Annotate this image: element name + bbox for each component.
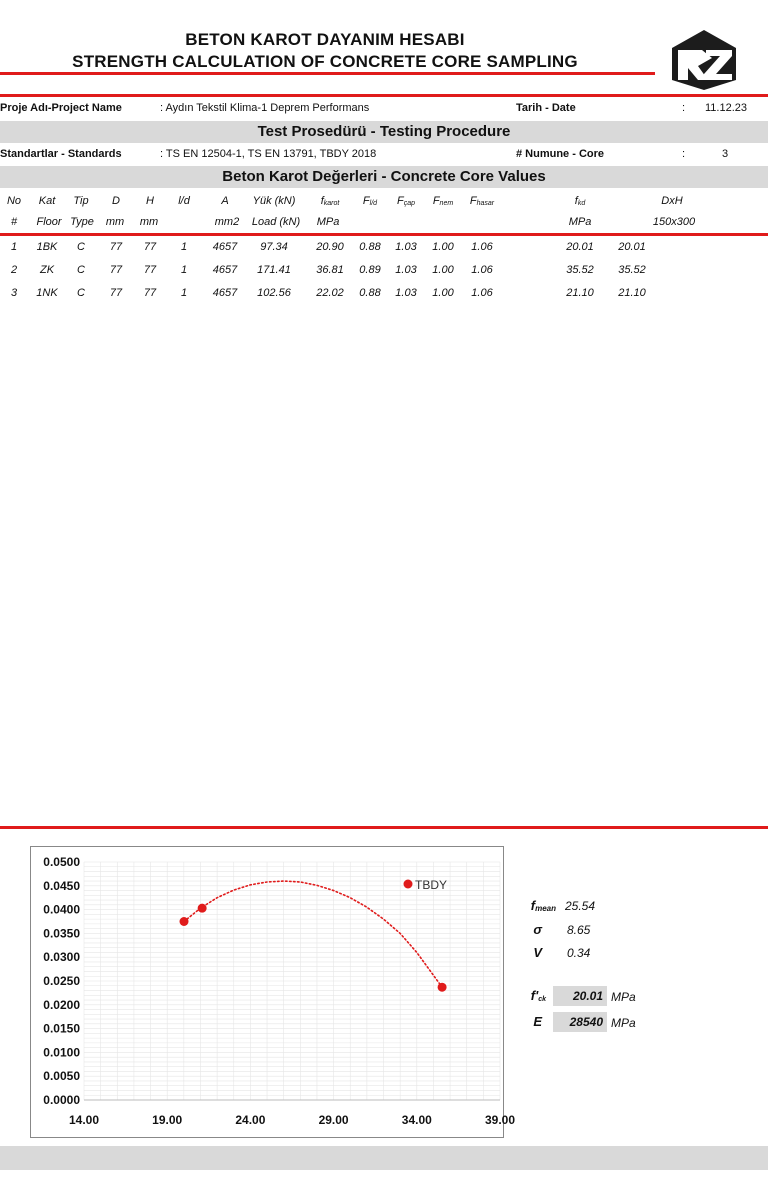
cell-a: 4657 xyxy=(212,287,238,299)
data-point xyxy=(438,983,447,992)
cell-fnem: 1.00 xyxy=(432,241,454,253)
col-fkd-unit: MPa xyxy=(568,216,592,228)
title-english: STRENGTH CALCULATION OF CONCRETE CORE SAMPLING xyxy=(72,52,578,71)
cell-d: 77 xyxy=(109,241,123,253)
header-divider xyxy=(0,94,768,97)
cell-yuk: 97.34 xyxy=(260,241,288,253)
sigma-value: 8.65 xyxy=(567,923,591,937)
date-value: 11.12.23 xyxy=(705,102,748,114)
cell-tip: C xyxy=(77,241,85,253)
e-unit: MPa xyxy=(611,1016,636,1030)
cell-yuk: 102.56 xyxy=(257,287,291,299)
cell-fkd-final: 35.52 xyxy=(618,264,646,276)
cell-fkd: 35.52 xyxy=(566,264,594,276)
date-label: Tarih - Date xyxy=(516,102,576,114)
col-fkarot: fkarot xyxy=(320,195,340,207)
col-fkd: fkd xyxy=(574,195,586,207)
legend-label: TBDY xyxy=(415,878,448,892)
fmean-label: fmean xyxy=(530,898,556,913)
cell-fhasar: 1.06 xyxy=(471,264,493,276)
y-tick-label: 0.0350 xyxy=(43,926,80,941)
cell-d: 77 xyxy=(109,287,123,299)
fmean-value: 25.54 xyxy=(565,899,596,913)
cell-no: 3 xyxy=(10,287,18,299)
cell-h: 77 xyxy=(143,264,157,276)
date-separator: : xyxy=(682,102,686,114)
cell-fkarot: 20.90 xyxy=(316,241,344,253)
table-header-divider xyxy=(0,233,768,236)
cell-ld: 1 xyxy=(180,241,188,253)
fck-unit: MPa xyxy=(611,990,636,1004)
x-tick-label: 19.00 xyxy=(152,1113,183,1127)
e-label: E xyxy=(533,1014,542,1029)
col-a-unit: mm2 xyxy=(214,216,240,228)
cell-ld: 1 xyxy=(180,287,188,299)
cell-fhasar: 1.06 xyxy=(471,287,493,299)
standards-label: Standartlar - Standards xyxy=(0,148,122,160)
cell-fnem: 1.00 xyxy=(432,264,454,276)
col-h: H xyxy=(146,195,154,207)
y-tick-label: 0.0300 xyxy=(43,950,80,965)
col-no: No xyxy=(6,195,22,207)
cell-fkarot: 22.02 xyxy=(316,287,344,299)
col-fcap: Fçap xyxy=(396,195,416,207)
cell-yuk: 171.41 xyxy=(257,264,291,276)
col-fkarot-unit: MPa xyxy=(316,216,340,228)
fck-value: 20.01 xyxy=(553,986,607,1006)
col-a: A xyxy=(221,195,229,207)
y-tick-label: 0.0200 xyxy=(43,997,80,1012)
core-count-label: # Numune - Core xyxy=(516,148,605,160)
cell-fcap: 1.03 xyxy=(395,264,417,276)
y-tick-label: 0.0250 xyxy=(43,974,80,988)
procedure-title: Test Prosedürü - Testing Procedure xyxy=(257,123,511,140)
v-value: 0.34 xyxy=(567,946,591,960)
col-ld: l/d xyxy=(178,195,190,207)
cell-tip: C xyxy=(77,287,85,299)
title-turkish: BETON KAROT DAYANIM HESABI xyxy=(185,30,465,49)
cell-fcap: 1.03 xyxy=(395,287,417,299)
scatter-chart xyxy=(30,846,516,1138)
col-no-unit: # xyxy=(10,216,18,228)
e-value: 28540 xyxy=(553,1012,607,1032)
chart-divider xyxy=(0,826,768,829)
x-tick-label: 34.00 xyxy=(401,1113,432,1127)
col-kat: Kat xyxy=(38,195,56,207)
cell-h: 77 xyxy=(143,241,157,253)
col-fhasar: Fhasar xyxy=(469,195,495,207)
v-label: V xyxy=(533,945,542,960)
cell-no: 2 xyxy=(10,264,18,276)
cell-fkd-final: 21.10 xyxy=(618,287,646,299)
cell-fcap: 1.03 xyxy=(395,241,417,253)
title-underline xyxy=(0,72,655,75)
cell-kat: 1BK xyxy=(36,241,58,253)
cell-fnem: 1.00 xyxy=(432,287,454,299)
col-dxh-unit: 150x300 xyxy=(652,216,696,228)
cell-d: 77 xyxy=(109,264,123,276)
y-tick-label: 0.0050 xyxy=(43,1069,80,1084)
core-count-separator: : xyxy=(682,148,686,160)
svg-text:RZ: RZ xyxy=(704,87,707,89)
cell-fld: 0.88 xyxy=(359,241,381,253)
cell-ld: 1 xyxy=(180,264,188,276)
cell-fkd: 21.10 xyxy=(566,287,594,299)
fck-label: f'ck xyxy=(530,988,546,1003)
cell-h: 77 xyxy=(143,287,157,299)
company-logo-icon xyxy=(668,28,740,92)
y-tick-label: 0.0000 xyxy=(43,1093,80,1107)
standards-value: : TS EN 12504-1, TS EN 13791, TBDY 2018 xyxy=(160,148,377,160)
data-point xyxy=(198,904,207,913)
col-d-unit: mm xyxy=(105,216,125,228)
sigma-label: σ xyxy=(533,922,542,937)
col-h-unit: mm xyxy=(139,216,159,228)
col-fld: Fl/d xyxy=(362,195,378,207)
x-tick-label: 29.00 xyxy=(318,1113,349,1127)
cell-fkarot: 36.81 xyxy=(316,264,344,276)
cell-fkd: 20.01 xyxy=(566,241,594,253)
col-fnem: Fnem xyxy=(432,195,454,207)
y-tick-label: 0.0100 xyxy=(43,1045,80,1060)
y-tick-label: 0.0450 xyxy=(43,878,80,893)
cell-no: 1 xyxy=(10,241,18,253)
footer-band xyxy=(0,1146,768,1170)
col-yuk-unit: Load (kN) xyxy=(251,216,301,228)
y-tick-label: 0.0500 xyxy=(43,855,80,869)
cell-fld: 0.89 xyxy=(359,264,381,276)
cell-fhasar: 1.06 xyxy=(471,241,493,253)
cell-fkd-final: 20.01 xyxy=(618,241,646,253)
cell-a: 4657 xyxy=(212,241,238,253)
x-tick-label: 24.00 xyxy=(235,1113,266,1127)
data-point xyxy=(180,917,189,926)
col-tip-unit: Type xyxy=(70,216,94,228)
col-d: D xyxy=(112,195,120,207)
x-tick-label: 14.00 xyxy=(68,1113,100,1127)
cell-a: 4657 xyxy=(212,264,238,276)
col-dxh: DxH xyxy=(661,195,683,207)
x-tick-label: 39.00 xyxy=(484,1113,516,1127)
cell-kat: 1NK xyxy=(36,287,58,299)
col-kat-unit: Floor xyxy=(36,216,62,228)
project-label: Proje Adı-Project Name xyxy=(0,102,122,114)
y-tick-label: 0.0400 xyxy=(43,902,80,917)
y-tick-label: 0.0150 xyxy=(43,1021,80,1036)
cell-fld: 0.88 xyxy=(359,287,381,299)
cell-kat: ZK xyxy=(39,264,55,276)
col-tip: Tip xyxy=(73,195,89,207)
project-value: : Aydın Tekstil Klima-1 Deprem Performans xyxy=(160,102,370,114)
legend-marker xyxy=(404,880,413,889)
col-yuk: Yük (kN) xyxy=(252,195,296,207)
core-count-value: 3 xyxy=(722,148,729,160)
values-title: Beton Karot Değerleri - Concrete Core Values xyxy=(222,168,546,185)
cell-tip: C xyxy=(77,264,85,276)
